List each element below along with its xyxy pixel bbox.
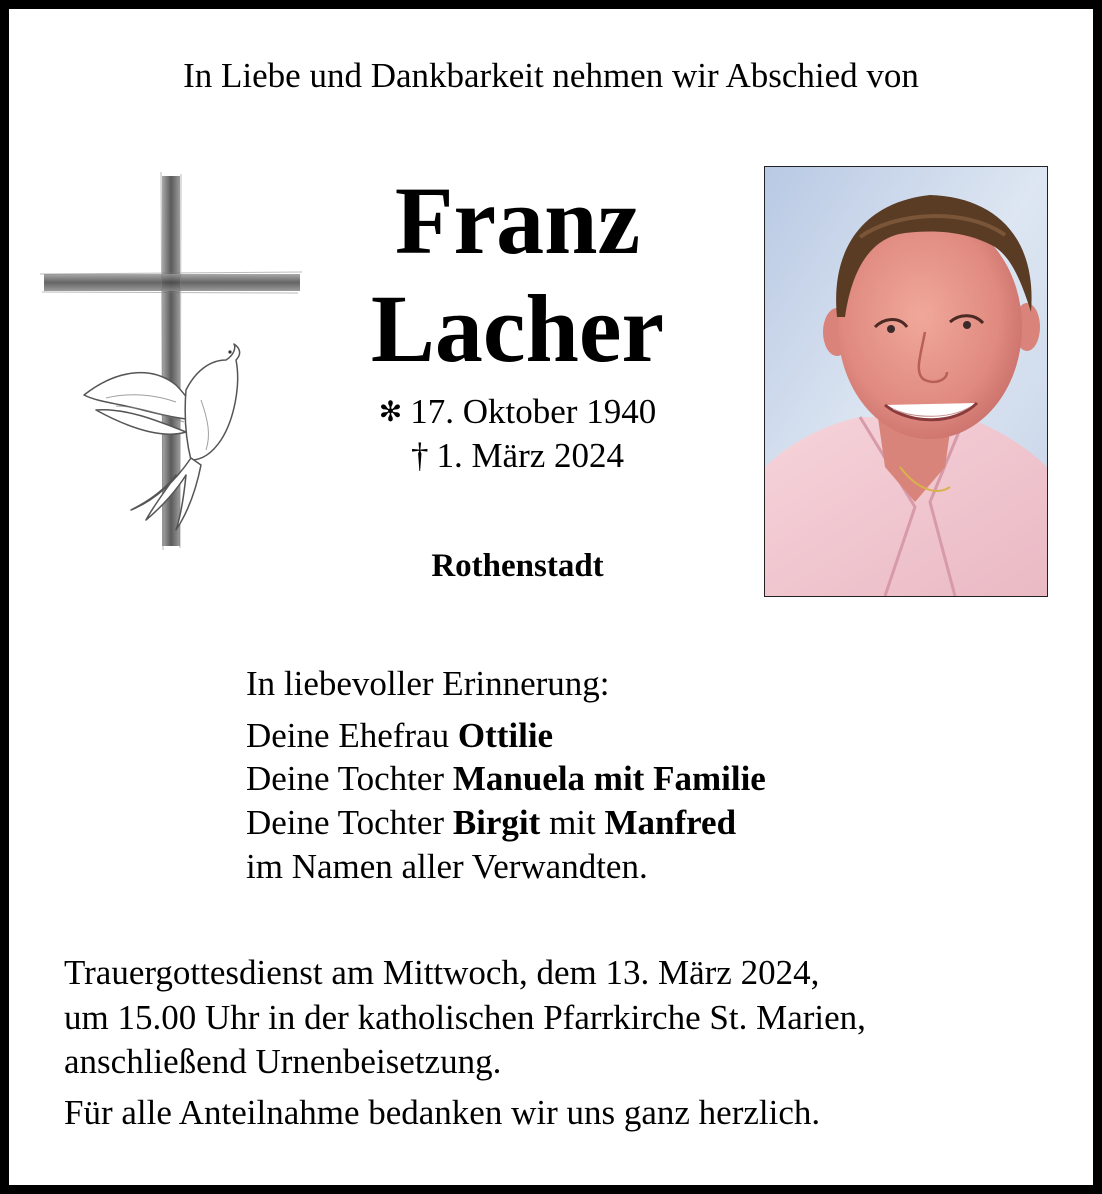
- relative-name: Manuela mit Familie: [452, 759, 766, 798]
- relation-label: Deine Tochter: [246, 759, 453, 798]
- relation-label: Deine Ehefrau: [246, 716, 458, 755]
- birth-star-icon: ✻: [378, 397, 403, 428]
- relative-name: Ottilie: [457, 716, 554, 755]
- portrait-photo: [764, 166, 1048, 597]
- relation-label: Deine Tochter: [246, 803, 453, 842]
- relative-name: Birgit: [452, 803, 541, 842]
- deceased-last-name: Lacher: [370, 275, 665, 382]
- birth-date: 17. Oktober 1940: [410, 392, 657, 431]
- service-line-3: anschließend Urnenbeisetzung.: [64, 1042, 502, 1081]
- cross-with-dove-icon: [36, 170, 306, 555]
- hometown: Rothenstadt: [431, 548, 604, 584]
- relative-name: Manfred: [604, 803, 737, 842]
- deceased-first-name: Franz: [394, 167, 641, 274]
- intro-text: In Liebe und Dankbarkeit nehmen wir Abschied von: [183, 56, 919, 95]
- family-line-relatives: im Namen aller Verwandten.: [246, 847, 648, 886]
- thanks-text: Für alle Anteilnahme bedanken wir uns ganz herzlich.: [64, 1093, 821, 1132]
- family-line-wife: [246, 716, 553, 756]
- family-line-daughter-2: [246, 803, 736, 843]
- service-line-2: um 15.00 Uhr in der katholischen Pfarrkirche St. Marien,: [64, 998, 866, 1037]
- family-line-daughter-1: [246, 759, 766, 799]
- death-date-line: [290, 436, 745, 476]
- death-date: 1. März 2024: [436, 436, 625, 475]
- connector-text: mit: [540, 803, 605, 842]
- death-cross-icon: †: [410, 436, 429, 475]
- birth-date-line: [290, 392, 745, 432]
- service-line-1: Trauergottesdienst am Mittwoch, dem 13. März 2024,: [64, 953, 820, 992]
- family-heading: In liebevoller Erinnerung:: [246, 664, 610, 703]
